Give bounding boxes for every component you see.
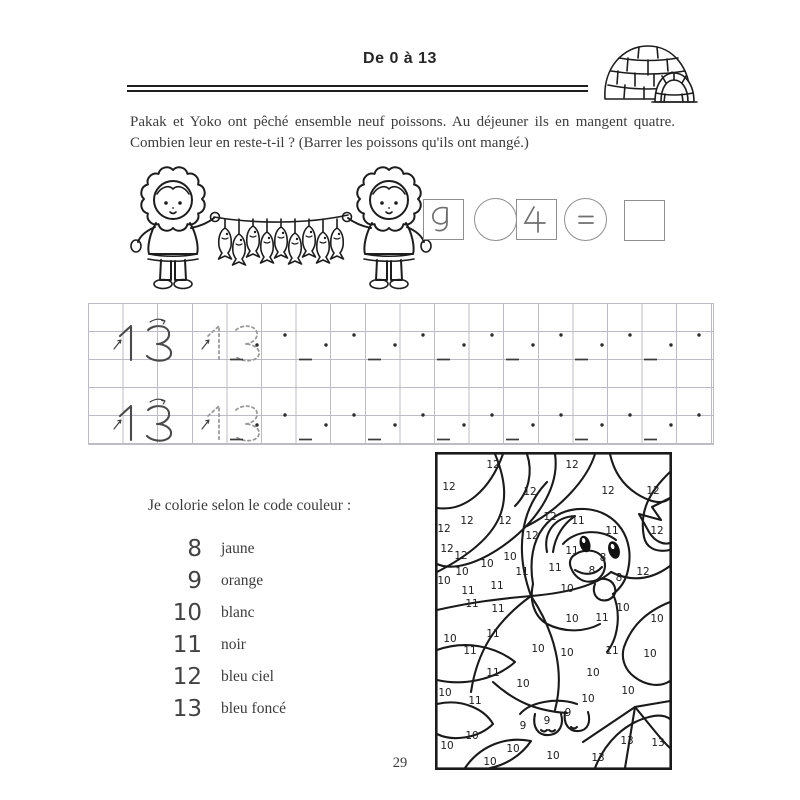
puzzle-label-12: 12 [460,515,474,527]
start-dot [628,413,631,416]
color-code-row [130,533,286,565]
puzzle-label-11: 11 [486,667,500,679]
fish[interactable] [275,227,288,258]
start-dot [283,413,286,416]
start-dot [255,343,258,346]
fish[interactable] [289,233,302,264]
fish[interactable] [247,226,260,257]
puzzle-label-11: 11 [465,598,479,610]
puzzle-label-10: 10 [616,602,630,614]
igloo-icon [598,36,702,112]
puzzle-label-10: 10 [437,575,451,587]
start-dot [352,413,355,416]
start-dot [324,343,327,346]
puzzle-label-12: 12 [440,543,454,555]
start-dot [628,333,631,336]
puzzle-label-12: 12 [636,566,650,578]
fish[interactable] [261,232,274,263]
puzzle-label-12: 12 [601,485,615,497]
color-code-list [130,533,286,725]
start-dots [255,333,700,426]
puzzle-label-13: 13 [591,752,605,764]
puzzle-label-10: 10 [546,750,560,762]
puzzle-label-12: 12 [454,550,468,562]
start-dot [393,343,396,346]
color-code-number: 13 [172,695,202,722]
start-dot [393,423,396,426]
start-dot [531,343,534,346]
start-dot [462,343,465,346]
start-dot [421,333,424,336]
puzzle-label-12: 12 [525,530,539,542]
puzzle-label-11: 11 [468,695,482,707]
puzzle-label-12: 12 [486,459,500,471]
equation-second-box [516,199,557,240]
puzzle-label-10: 10 [438,687,452,699]
color-code-color-name: blanc [221,604,255,621]
puzzle-label-11: 11 [595,612,609,624]
color-code-color-name: bleu foncé [221,700,286,717]
puzzle-label-13: 13 [620,735,634,747]
problem-line-2: Combien leur en reste-t-il ? (Barrer les poissons qu'ils ont mangé.) [130,135,529,152]
puzzle-label-10: 10 [560,583,574,595]
fish[interactable] [331,228,344,259]
puzzle-label-10: 10 [506,743,520,755]
color-code-row [130,597,286,629]
puzzle-label-9: 9 [543,715,551,727]
start-dot [255,423,258,426]
puzzle-label-10: 10 [465,730,479,742]
digit-4 [517,200,556,239]
puzzle-label-12: 12 [543,511,557,523]
children-fish-illustration [125,163,437,295]
puzzle-label-10: 10 [586,667,600,679]
start-dot [421,413,424,416]
puzzle-label-10: 10 [440,740,454,752]
fish[interactable] [233,234,246,265]
start-dot [462,423,465,426]
color-by-number-puzzle[interactable] [435,452,672,770]
page-number: 29 [392,755,408,771]
color-code-row [130,661,286,693]
color-code-color-name: bleu ciel [221,668,274,685]
puzzle-label-10: 10 [443,633,457,645]
start-dot [669,343,672,346]
puzzle-label-11: 11 [548,562,562,574]
color-code-number: 9 [187,567,202,594]
puzzle-label-10: 10 [480,558,494,570]
start-dot [531,423,534,426]
color-code-color-name: orange [221,572,264,589]
problem-line-1: Pakak et Yoko ont pêché ensemble neuf poissons. Au déjeuner ils en mangent quatre. [130,114,675,130]
start-dot [600,343,603,346]
color-code-row [130,565,286,597]
puzzle-label-11: 11 [605,525,619,537]
puzzle-label-10: 10 [516,678,530,690]
fish[interactable] [219,228,232,259]
puzzle-label-10: 10 [581,693,595,705]
puzzle-label-11: 11 [565,545,579,557]
start-dot [600,423,603,426]
color-code-number: 10 [172,599,202,626]
baseline-dashes [230,360,657,440]
equation-result-box[interactable] [624,200,665,241]
puzzle-label-11: 11 [463,645,477,657]
puzzle-label-9: 9 [519,720,527,732]
equals-sign [565,199,606,240]
puzzle-label-10: 10 [560,647,574,659]
start-dot [559,333,562,336]
puzzle-label-9: 9 [564,707,572,719]
start-dot [283,333,286,336]
equation-operator-circle[interactable] [474,198,517,241]
fish[interactable] [303,226,316,257]
puzzle-label-12: 12 [442,481,456,493]
puzzle-label-8: 8 [615,572,623,584]
puzzle-label-10: 10 [565,613,579,625]
equation-first-box [423,199,464,240]
color-code-color-name: noir [221,636,246,653]
page-title: De 0 à 13 [363,50,437,67]
color-code-number: 12 [172,663,202,690]
puzzle-label-10: 10 [483,756,497,768]
fish-row [219,219,344,265]
puzzle-label-8: 8 [599,552,607,564]
puzzle-label-10: 10 [455,566,469,578]
puzzle-label-12: 12 [498,515,512,527]
puzzle-label-10: 10 [531,643,545,655]
start-dot [352,333,355,336]
start-dot [669,423,672,426]
puzzle-label-13: 13 [651,737,665,749]
color-code-row [130,693,286,725]
puzzle-label-11: 11 [491,603,505,615]
puzzle-label-10: 10 [650,613,664,625]
puzzle-label-11: 11 [515,566,529,578]
fish[interactable] [317,232,330,263]
puzzle-label-11: 11 [571,515,585,527]
start-dot [490,413,493,416]
title-rule [127,85,588,92]
writing-practice-marks [88,303,712,443]
puzzle-label-12: 12 [646,485,660,497]
equation-equals-circle [564,198,607,241]
start-dot [324,423,327,426]
left-child [131,167,220,288]
puzzle-label-8: 8 [588,565,596,577]
start-dot [697,413,700,416]
puzzle-label-11: 11 [486,628,500,640]
color-code-number: 11 [172,631,202,658]
digit-9 [424,200,463,239]
start-dot [697,333,700,336]
puzzle-label-12: 12 [565,459,579,471]
puzzle-label-11: 11 [605,645,619,657]
color-code-heading: Je colorie selon le code couleur : [148,497,352,514]
color-code-color-name: jaune [221,540,255,557]
puzzle-label-10: 10 [643,648,657,660]
start-dot [559,413,562,416]
color-code-number: 8 [187,535,202,562]
puzzle-label-11: 11 [490,580,504,592]
puzzle-label-12: 12 [523,486,537,498]
start-dot [490,333,493,336]
puzzle-label-10: 10 [621,685,635,697]
color-code-row [130,629,286,661]
puzzle-label-12: 12 [650,525,664,537]
puzzle-label-10: 10 [503,551,517,563]
right-child [343,167,432,288]
problem-text [130,112,675,155]
puzzle-label-12: 12 [437,523,451,535]
puzzle-label-11: 11 [461,585,475,597]
